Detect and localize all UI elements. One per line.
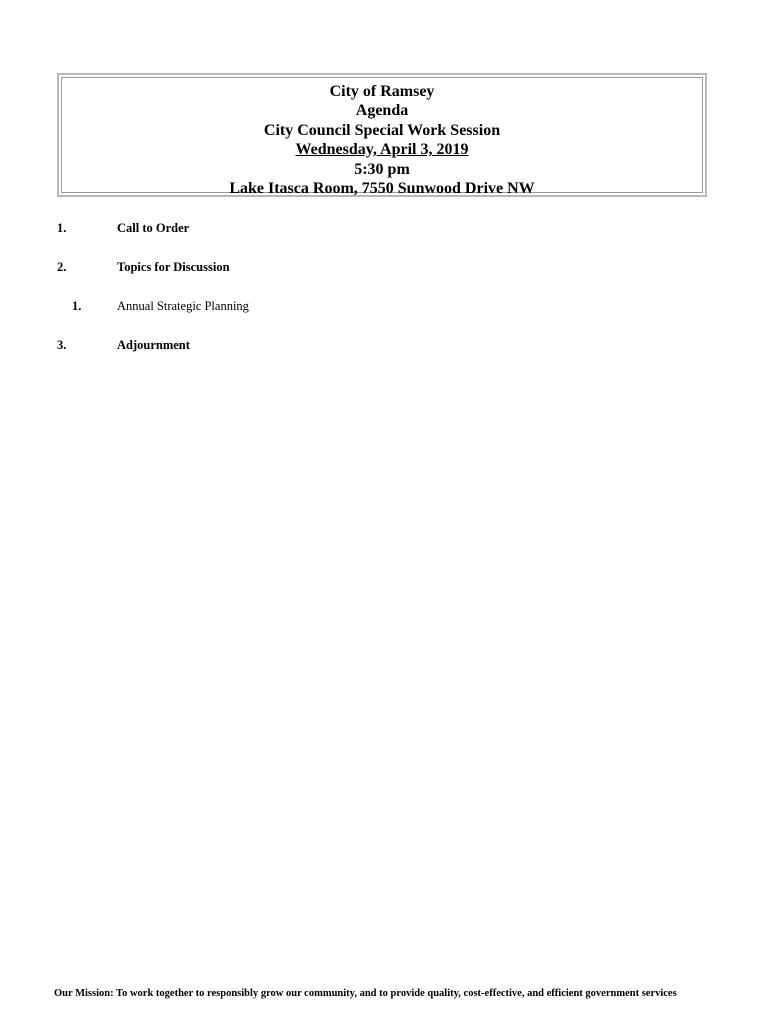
agenda-item-title: Call to Order	[117, 221, 190, 235]
agenda-header-box	[57, 73, 707, 197]
meeting-time: 5:30 pm	[354, 160, 410, 178]
mission-statement: Our Mission: To work together to responsibly grow our community, and to provide quality, cost-effective, and efficient government services	[54, 988, 677, 999]
city-name: City of Ramsey	[329, 83, 435, 100]
agenda-subitem-title: Annual Strategic Planning	[117, 299, 249, 313]
document-type: Agenda	[355, 102, 409, 120]
meeting-date: Wednesday, April 3, 2019	[295, 141, 469, 159]
agenda-item-title: Topics for Discussion	[117, 260, 230, 274]
meeting-name: City Council Special Work Session	[263, 121, 501, 139]
meeting-location: Lake Itasca Room, 7550 Sunwood Drive NW	[229, 180, 535, 198]
agenda-item-title: Adjournment	[117, 338, 190, 352]
agenda-item-number: 1.	[57, 221, 67, 235]
agenda-item-number: 2.	[57, 260, 67, 274]
agenda-item-number: 3.	[57, 338, 67, 352]
agenda-subitem-number: 1.	[72, 299, 82, 313]
agenda-header-inner	[61, 77, 703, 198]
